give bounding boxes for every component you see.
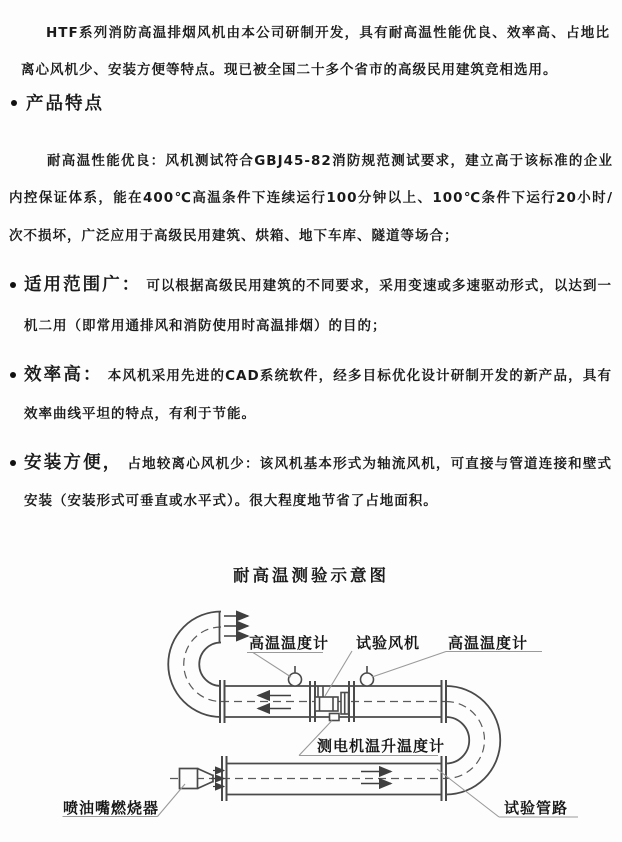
bullet-body: 占地较离心风机少：该风机基本形式为轴流风机，可直接与管道连接和壁式安装（安装形式可垂直或水平式）。很大程度地节省了占地面积。	[24, 455, 613, 509]
test-fan	[315, 686, 349, 721]
bullet-title: 效率高：	[24, 364, 103, 385]
diagram-title: 耐高温测验示意图	[233, 566, 389, 585]
burner-icon	[180, 769, 214, 789]
label-motor-temp-thermometer: 测电机温升温度计	[317, 737, 446, 755]
bullet-title: 安装方便，	[24, 452, 123, 473]
label-test-fan: 试验风机	[356, 634, 421, 652]
label-oil-nozzle-burner: 喷油嘴燃烧器	[63, 799, 160, 817]
bullet-body: 可以根据高级民用建筑的不同要求，采用变速或多速驱动形式，以达到一机二用（即常用通排风和消防使用时高温排烟）的目的；	[24, 277, 613, 334]
bullet-title: 适用范围广：	[24, 274, 142, 295]
feature-paragraph-heat-resistance: 耐高温性能优良：风机测试符合GBJ45-82消防规范测试要求，建立高于该标准的企业内控保证体系，能在400℃高温条件下连续运行100分钟以上、100℃条件下运行20小时/次不损坏，广泛应用于高级民用建筑、烘箱、地下车库、隧道等场合；	[9, 152, 613, 244]
label-thermometer-right: 高温温度计	[448, 634, 529, 652]
label-thermometer-left: 高温温度计	[249, 634, 330, 652]
intro-paragraph: HTF系列消防高温排烟风机由本公司研制开发，具有耐高温性能优良、效率高、占地比离心风机少、安装方便等特点。现已被全国二十多个省市的高级民用建筑竞相选用。	[21, 24, 610, 78]
label-test-pipeline: 试验管路	[504, 799, 569, 817]
thermometer-icon	[361, 666, 374, 686]
features-heading: 产品特点	[26, 94, 104, 114]
bullet-body: 本风机采用先进的CAD系统软件，经多目标优化设计研制开发的新产品，具有效率曲线平坦的特点，有利于节能。	[24, 367, 613, 422]
